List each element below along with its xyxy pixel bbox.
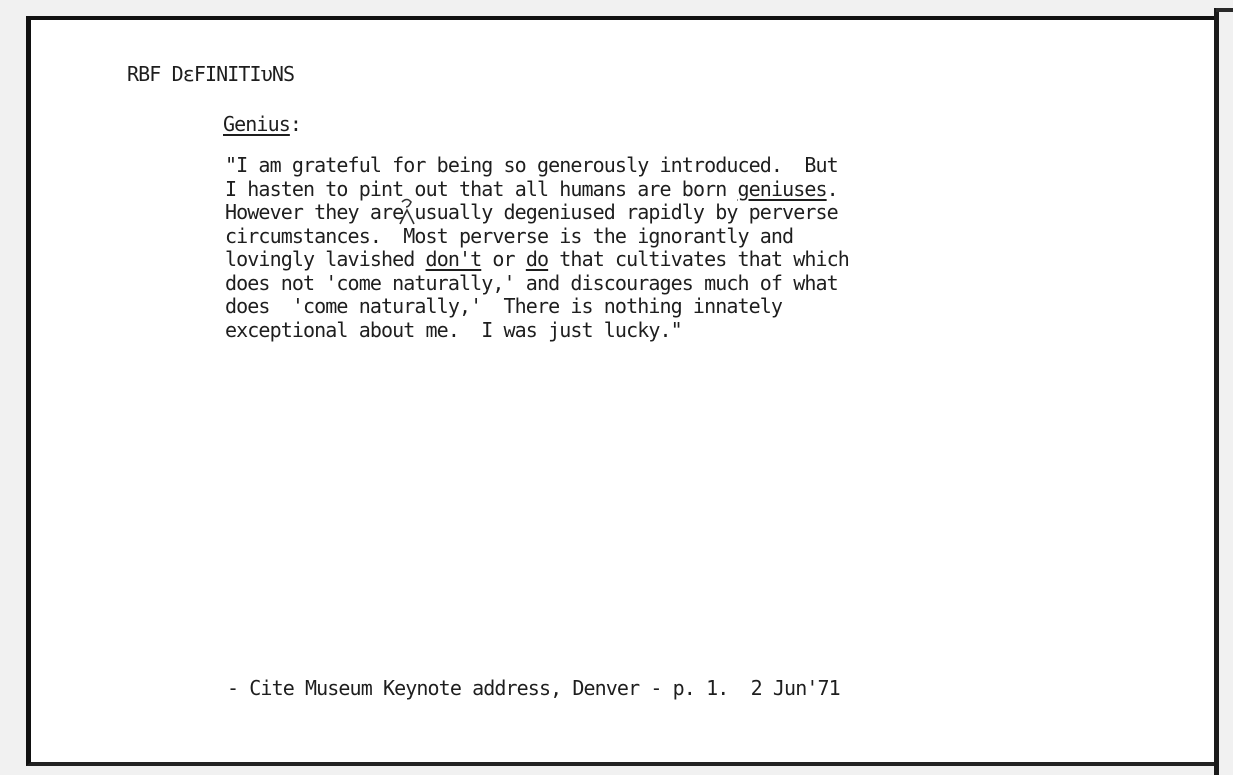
underlined-word: geniuses [737,176,827,201]
card-right-edge [1214,8,1219,775]
term-colon: : [289,112,302,136]
quote-line [225,225,849,249]
underlined-word: don't [425,247,482,271]
quote-line [225,295,849,319]
quote-line [225,201,849,225]
quote-line [225,154,849,178]
quote-line [225,248,849,272]
index-card [26,16,1216,766]
quote-text: pint [358,176,404,201]
quote-text: "I am grateful for being so generously introduced. But [225,153,838,177]
quote-text: exceptional about me. I was just lucky." [225,317,682,342]
term-label: Genius [223,112,290,136]
quote-text: that cultivates that which [548,247,849,271]
quote-text: out that all humans are born [403,176,738,201]
quote-line [225,178,849,202]
quote-text: does not 'come naturally,' and discourages much of what [225,270,838,295]
quote-line [225,319,849,343]
quote-body [225,154,849,342]
citation: - Cite Museum Keynote address, Denver - p. 1. 2 Jun'71 [227,676,840,700]
card-header: RBF DεFINITIυNS [127,62,295,86]
quote-text: . [826,176,838,201]
quote-text: circumstances. Most perverse is the ignorantly and [225,223,794,248]
quote-text: does 'come naturally,' There is nothing innately [225,294,783,318]
quote-line [225,272,849,296]
quote-text: I hasten to [225,176,359,201]
term-heading [223,112,301,136]
quote-text: lovingly lavished [225,247,426,271]
quote-text: However they are usually degeniused rapidly by perverse [225,200,838,224]
quote-text: or [481,247,526,271]
card-top-strip [1216,8,1233,12]
underlined-word: do [525,247,549,271]
